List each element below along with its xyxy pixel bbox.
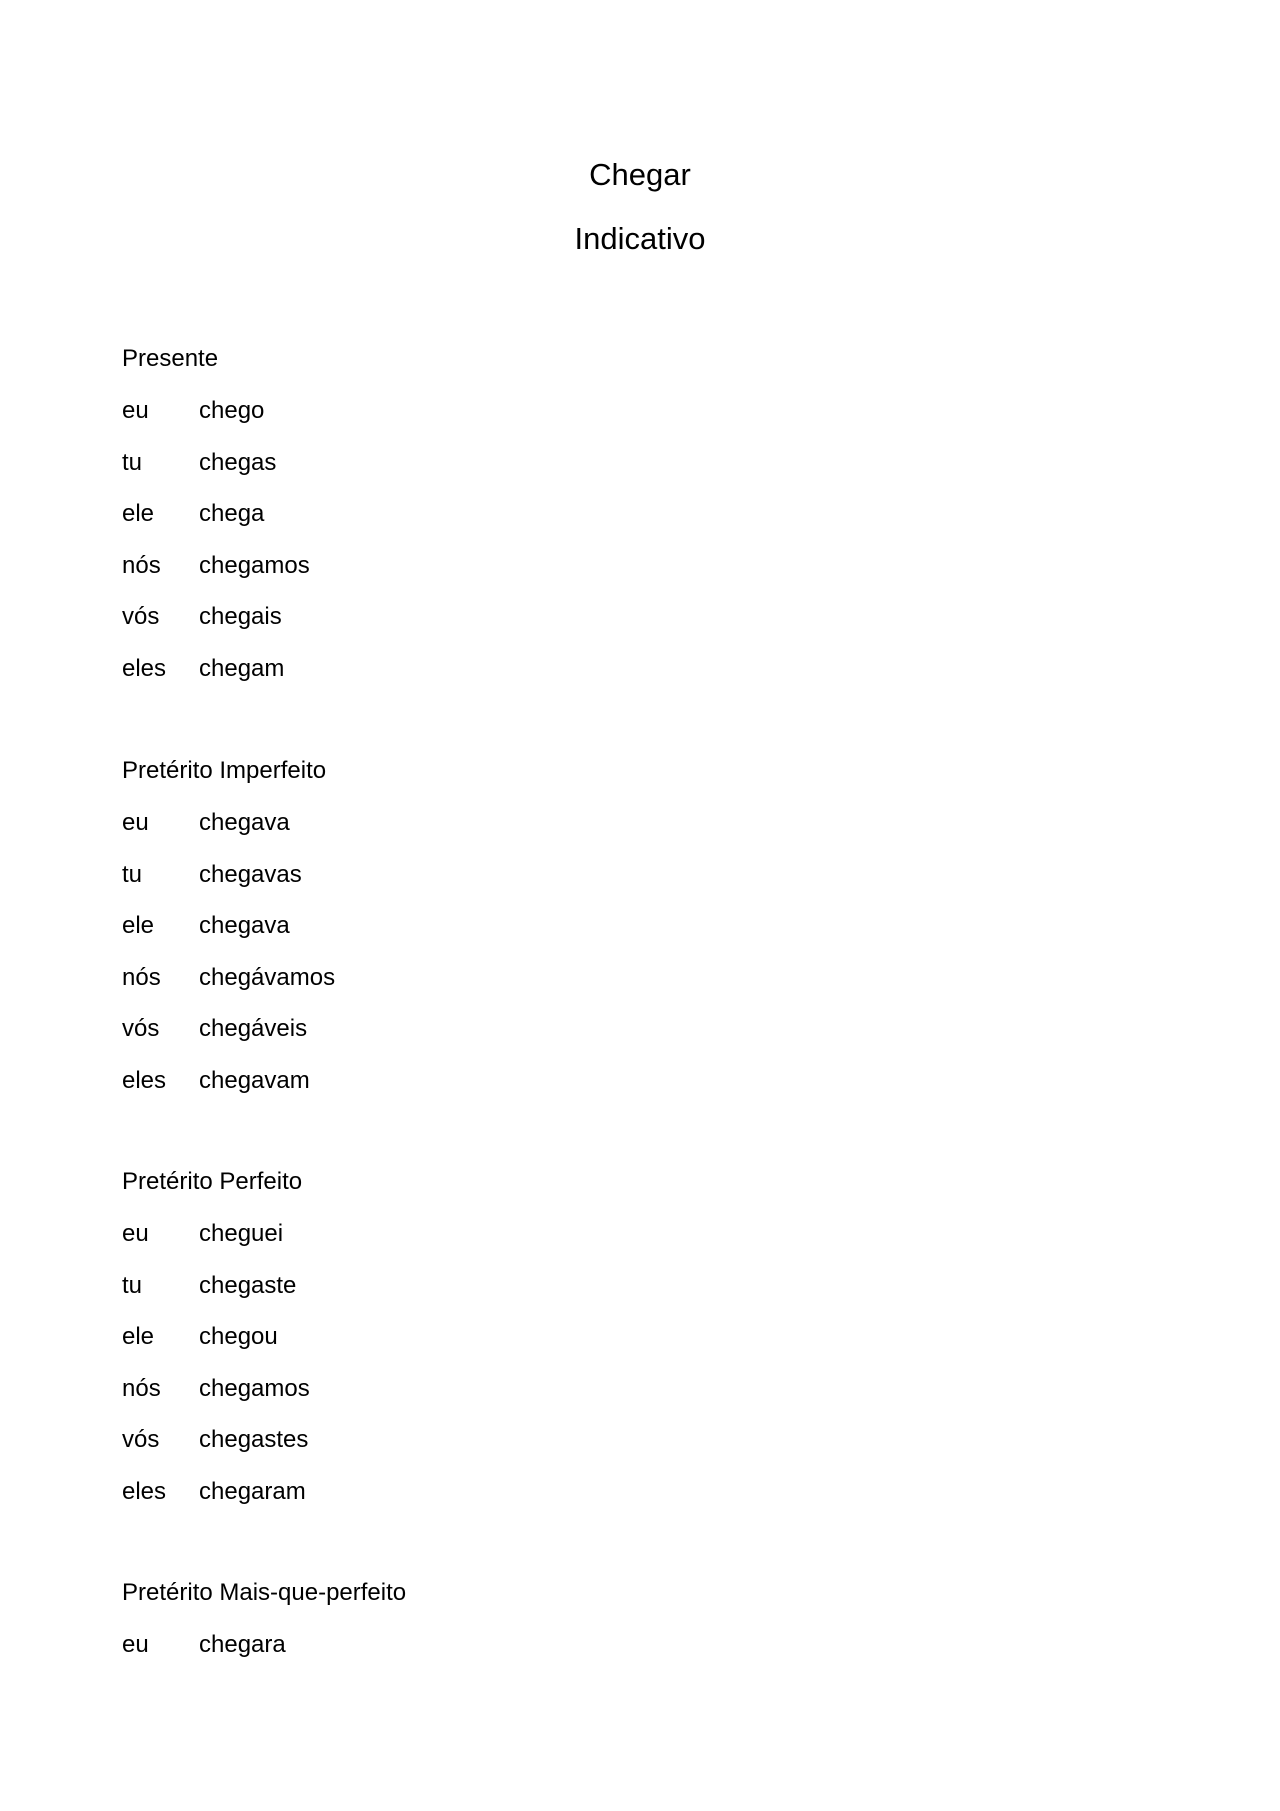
- conjugation-row: [122, 849, 722, 901]
- tense-heading: Pretérito Mais-que-perfeito: [122, 1579, 407, 1606]
- verb-form: chegava: [199, 912, 290, 939]
- verb-form: chegava: [199, 809, 290, 836]
- pronoun: vós: [122, 1015, 160, 1042]
- pronoun: eu: [122, 1631, 149, 1658]
- conjugation-row: [122, 1003, 722, 1055]
- conjugation-row: [122, 1311, 722, 1363]
- conjugation-row: [122, 1208, 722, 1260]
- conjugation-row: [122, 1619, 722, 1671]
- verb-form: chegaram: [199, 1477, 306, 1505]
- pronoun: ele: [122, 500, 155, 527]
- document-title: Chegar: [589, 157, 691, 192]
- conjugation-row: [122, 437, 722, 489]
- pronoun: eles: [122, 1477, 167, 1505]
- verb-form: chegavas: [199, 860, 302, 888]
- pronoun: eles: [122, 1066, 167, 1094]
- verb-form: chegaste: [199, 1271, 297, 1299]
- pronoun: nós: [122, 1374, 161, 1402]
- conjugation-row: [122, 1363, 722, 1415]
- verb-form: chegais: [199, 603, 282, 630]
- pronoun: vós: [122, 603, 160, 630]
- conjugation-row: [122, 1466, 722, 1518]
- pronoun: tu: [122, 448, 143, 476]
- pronoun: eles: [122, 654, 167, 682]
- conjugation-row: [122, 1414, 722, 1466]
- verb-form: chego: [199, 397, 265, 424]
- pronoun: tu: [122, 860, 143, 888]
- verb-form: chegáveis: [199, 1015, 308, 1042]
- verb-form: cheguei: [199, 1220, 284, 1247]
- tense-heading: Pretérito Perfeito: [122, 1168, 303, 1195]
- verb-form: chegastes: [199, 1426, 309, 1453]
- conjugation-row: [122, 488, 722, 540]
- document-subtitle: Indicativo: [574, 221, 706, 256]
- conjugation-row: [122, 900, 722, 952]
- tense-section-preterito-mais-que-perfeito: [122, 1567, 722, 1671]
- pronoun: ele: [122, 1323, 155, 1350]
- pronoun: eu: [122, 809, 149, 836]
- verb-form: chegas: [199, 448, 277, 476]
- pronoun: nós: [122, 551, 161, 579]
- verb-form: chegou: [199, 1323, 278, 1350]
- verb-form: chegavam: [199, 1066, 310, 1094]
- pronoun: tu: [122, 1271, 143, 1299]
- conjugation-row: [122, 385, 722, 437]
- verb-form: chega: [199, 500, 265, 527]
- verb-form: chegávamos: [199, 963, 336, 991]
- tense-heading: Presente: [122, 345, 219, 372]
- conjugation-row: [122, 1260, 722, 1312]
- conjugation-row: [122, 1055, 722, 1107]
- pronoun: ele: [122, 912, 155, 939]
- verb-form: chegamos: [199, 1374, 310, 1402]
- conjugation-row: [122, 591, 722, 643]
- tense-section-preterito-perfeito: [122, 1156, 722, 1517]
- conjugation-row: [122, 643, 722, 695]
- conjugation-row: [122, 540, 722, 592]
- conjugation-row: [122, 952, 722, 1004]
- verb-form: chegara: [199, 1631, 286, 1658]
- tense-section-presente: [122, 333, 722, 694]
- pronoun: nós: [122, 963, 161, 991]
- tense-section-preterito-imperfeito: [122, 745, 722, 1106]
- conjugation-row: [122, 797, 722, 849]
- pronoun: eu: [122, 1220, 149, 1247]
- pronoun: eu: [122, 397, 149, 424]
- pronoun: vós: [122, 1426, 160, 1453]
- verb-form: chegam: [199, 654, 285, 682]
- verb-form: chegamos: [199, 551, 310, 579]
- tense-heading: Pretérito Imperfeito: [122, 757, 327, 784]
